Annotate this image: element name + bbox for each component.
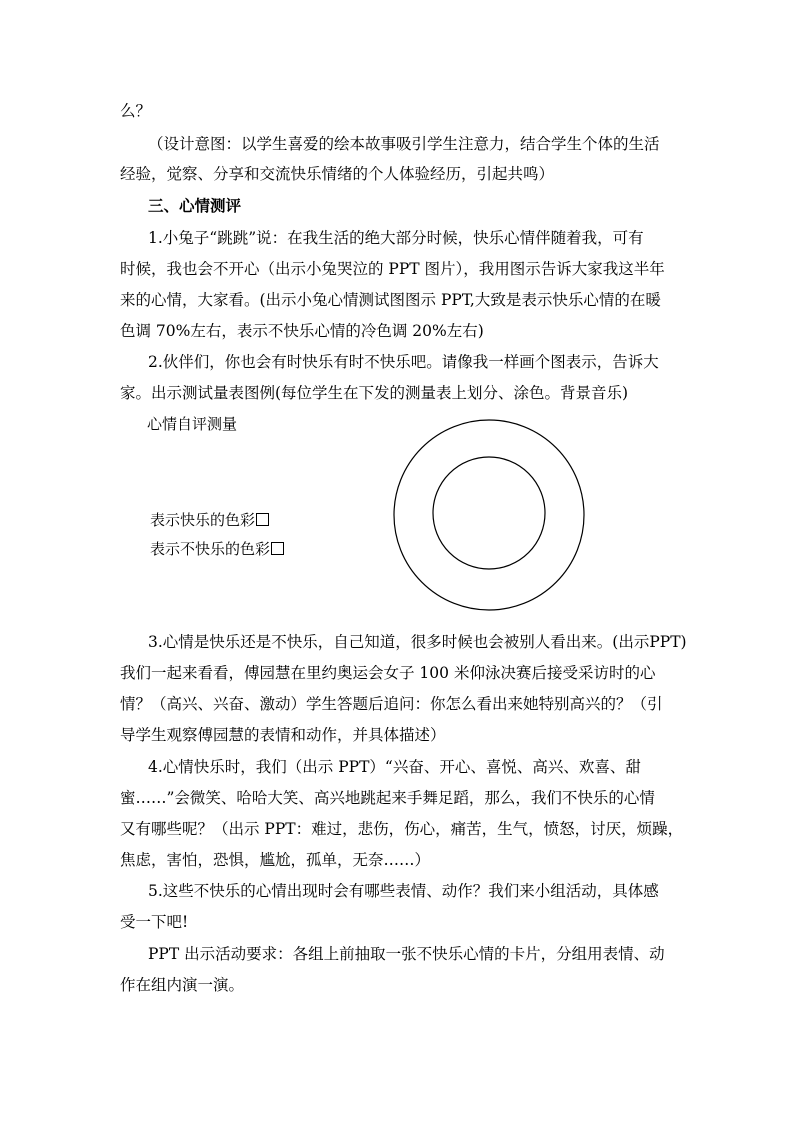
paragraph-line: 情？（高兴、兴奋、激动）学生答题后追问：你怎么看出来她特别高兴的？（引	[120, 695, 663, 713]
legend-unhappy-label: 表示不快乐的色彩	[150, 540, 271, 558]
paragraph-line: 色调 70%左右，表示不快乐心情的冷色调 20%左右)	[120, 322, 484, 340]
paragraph-line: 蜜……”会微笑、哈哈大笑、高兴地跳起来手舞足蹈，那么，我们不快乐的心情	[120, 789, 655, 807]
paragraph-line: 来的心情，大家看。(出示小兔心情测试图图示 PPT,大致是表示快乐心情的在暖	[120, 291, 661, 309]
legend-unhappy	[150, 539, 284, 559]
paragraph-line: 又有哪些呢？（出示 PPT：难过，悲伤，伤心，痛苦，生气，愤怒，讨厌，烦躁，	[120, 820, 684, 838]
checkbox-square-icon	[271, 542, 284, 555]
paragraph-line: 2.伙伴们，你也会有时快乐有时不快乐吧。请像我一样画个图表示，告诉大	[148, 353, 659, 371]
paragraph-line: 焦虑，害怕，恐惧，尴尬，孤单，无奈……）	[120, 851, 431, 869]
paragraph-line: 作在组内演一演。	[120, 976, 245, 994]
paragraph-line: 经验，觉察、分享和交流快乐情绪的个人体验经历，引起共鸣）	[120, 165, 555, 183]
legend-happy-label: 表示快乐的色彩	[150, 511, 256, 529]
paragraph-line: 5.这些不快乐的心情出现时会有哪些表情、动作？我们来小组活动，具体感	[148, 882, 659, 900]
paragraph-line: 时候，我也会不开心（出示小兔哭泣的 PPT 图片），我用图示告诉大家我这半年	[120, 260, 665, 278]
paragraph-line: 3.心情是快乐还是不快乐，自己知道，很多时候也会被别人看出来。(出示PPT)	[148, 633, 687, 651]
section-heading: 三、心情测评	[148, 196, 242, 215]
inner-circle	[433, 457, 545, 569]
outer-circle	[394, 420, 584, 610]
paragraph-line: 1.小兔子“跳跳”说：在我生活的绝大部分时候，快乐心情伴随着我，可有	[148, 229, 644, 247]
checkbox-square-icon	[256, 513, 269, 526]
figure-title: 心情自评测量	[147, 415, 238, 433]
paragraph-line: （设计意图：以学生喜爱的绘本故事吸引学生注意力，结合学生个体的生活	[148, 135, 660, 153]
paragraph-line: 4.心情快乐时，我们（出示 PPT）“兴奋、开心、喜悦、高兴、欢喜、甜	[148, 758, 641, 776]
paragraph-line: 受一下吧!	[120, 913, 189, 931]
legend-happy	[150, 510, 269, 530]
paragraph-line: 我们一起来看看，傅园慧在里约奥运会女子 100 米仰泳决赛后接受采访时的心	[120, 664, 656, 682]
paragraph-line: PPT 出示活动要求：各组上前抽取一张不快乐心情的卡片，分组用表情、动	[148, 945, 665, 963]
mood-ring-diagram	[392, 418, 590, 616]
paragraph-line: 导学生观察傅园慧的表情和动作，并具体描述）	[120, 726, 446, 744]
paragraph-line: 家。出示测试量表图例(每位学生在下发的测量表上划分、涂色。背景音乐)	[120, 384, 629, 402]
paragraph-line: 么？	[120, 102, 152, 120]
